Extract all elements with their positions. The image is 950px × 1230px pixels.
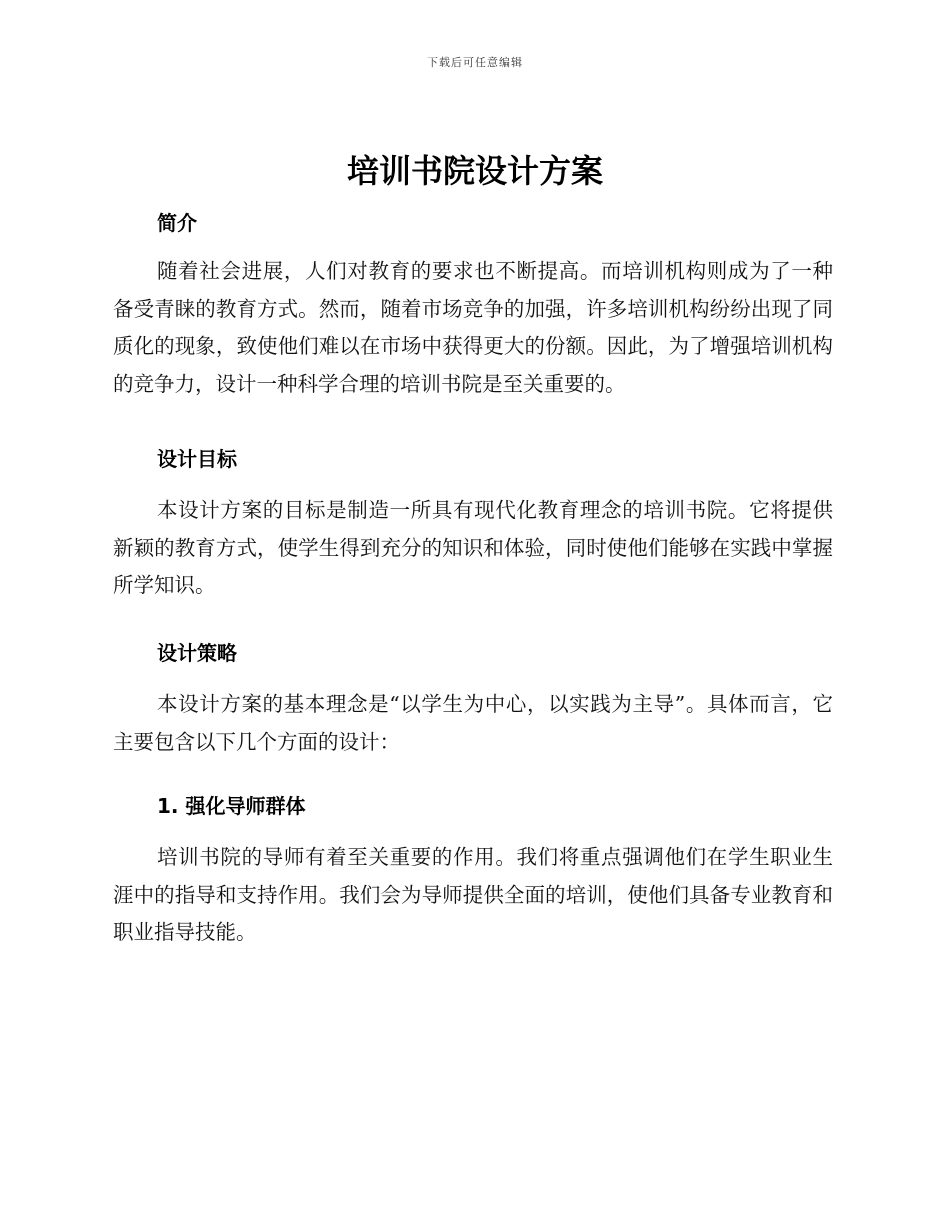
section-heading-goal: 设计目标 (157, 447, 237, 471)
section-heading-strategy: 设计策略 (157, 641, 237, 665)
section-heading-intro: 简介 (157, 211, 197, 235)
section-paragraph-goal: 本设计方案的目标是制造一所具有现代化教育理念的培训书院。它将提供新颖的教育方式，使学生得到充分的知识和体验，同时使他们能够在实践中掌握所学知识。 (113, 498, 833, 597)
document-title: 培训书院设计方案 (346, 152, 603, 190)
section-paragraph-intro: 随着社会进展，人们对教育的要求也不断提高。而培训机构则成为了一种备受青睐的教育方式。然而，随着市场竞争的加强，许多培训机构纷纷出现了同质化的现象，致使他们难以在市场中获得更大的份额。因此，为了增强培训机构的竞争力，设计一种科学合理的培训书院是至关重要的。 (113, 259, 833, 396)
section-paragraph-mentor: 培训书院的导师有着至关重要的作用。我们将重点强调他们在学生职业生涯中的指导和支持作用。我们会为导师提供全面的培训，使他们具备专业教育和职业指导技能。 (113, 845, 833, 944)
section-heading-mentor: 1. 强化导师群体 (157, 794, 306, 818)
header-note: 下载后可任意编辑 (427, 56, 523, 69)
section-paragraph-strategy: 本设计方案的基本理念是“以学生为中心，以实践为主导”。具体而言，它主要包含以下几个方面的设计： (113, 692, 833, 754)
